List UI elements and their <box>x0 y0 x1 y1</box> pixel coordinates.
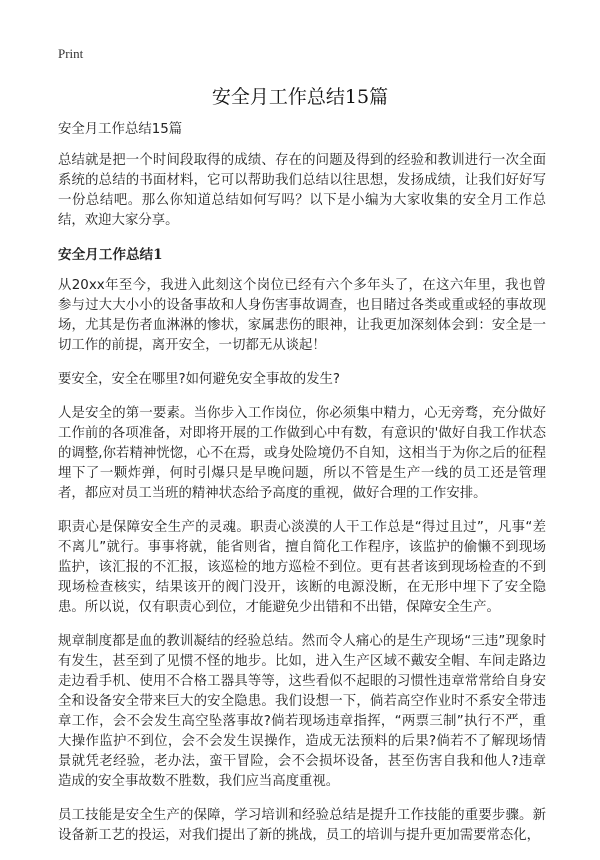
section-paragraph-6: 员工技能是安全生产的保障，学习培训和经验总结是提升工作技能的重要步骤。新设备新工艺的投运，对我们提出了新的挑战，员工的培训与提升更加需要常态化， <box>58 808 546 843</box>
document-title: 安全月工作总结15篇 <box>211 86 389 108</box>
section-paragraph-1: 从20xx年至今，我进入此刻这个岗位已经有六个多年头了，在这六年里，我也曾参与过大大小小的设备事故和人身伤害事故调查，也目睹过各类或重或轻的事故现场，尤其是伤者血淋淋的惨状，家属悲伤的眼神，让我更加深刻体会到：安全是一切工作的前提，离开安全，一切都无从谈起！ <box>58 278 546 353</box>
section-paragraph-3: 人是安全的第一要素。当你步入工作岗位，你必须集中精力，心无旁骛，充分做好工作前的各项准备，对即将开展的工作做到心中有数，有意识的'做好自我工作状态的调整,你若精神恍惚，心不在焉，或身处险境仍不自知，这相当于为你之后的征程埋下了一颗炸弹，何时引爆只是早晚问题，所以不管是生产一线的员工还是管理者，都应对员工当班的精神状态给予高度的重视，做好合理的工作安排。 <box>58 406 546 501</box>
document-body <box>58 120 546 860</box>
section-heading: 安全月工作总结1 <box>58 247 163 263</box>
section-paragraph-5: 规章制度都是血的教训凝结的经验总结。然而令人痛心的是生产现场“三违”现象时有发生，甚至到了见惯不怪的地步。比如，进入生产区域不戴安全帽、车间走路边走边看手机、使用不合格工器具等等，这些看似不起眼的习惯性违章常常给自身安全和设备安全带来巨大的安全隐患。我们设想一下，倘若高空作业时不系安全带违章工作，会不会发生高空坠落事故?倘若现场违章指挥，“两票三制”执行不严，重大操作监护不到位，会不会发生误操作，造成无法预料的后果?倘若不了解现场情景就凭老经验，老办法，蛮干冒险，会不会损坏设备，甚至伤害自我和他人?违章造成的安全事故数不胜数，我们应当高度重视。 <box>58 634 546 789</box>
section-paragraph-4: 职责心是保障安全生产的灵魂。职责心淡漠的人干工作总是“得过且过”，凡事“差不离儿”就行。事事将就，能省则省，擅自简化工作程序，该监护的偷懒不到现场监护，该汇报的不汇报，该巡检的地方巡检不到位。更有甚者该到现场检查的不到现场检查核实，结果该开的阀门没开，该断的电源没断，在无形中埋下了安全隐患。所以说，仅有职责心到位，才能避免少出错和不出错，保障安全生产。 <box>58 520 546 615</box>
print-label[interactable]: Print <box>58 46 84 61</box>
intro-paragraph: 总结就是把一个时间段取得的成绩、存在的问题及得到的经验和教训进行一次全面系统的总结的书面材料，它可以帮助我们总结以往思想，发扬成绩，让我们好好写一份总结吧。那么你知道总结如何写吗？以下是小编为大家收集的安全月工作总结，欢迎大家分享。 <box>58 153 546 228</box>
section-paragraph-2: 要安全，安全在哪里?如何避免安全事故的发生? <box>58 372 341 387</box>
document-subtitle: 安全月工作总结15篇 <box>58 122 183 137</box>
